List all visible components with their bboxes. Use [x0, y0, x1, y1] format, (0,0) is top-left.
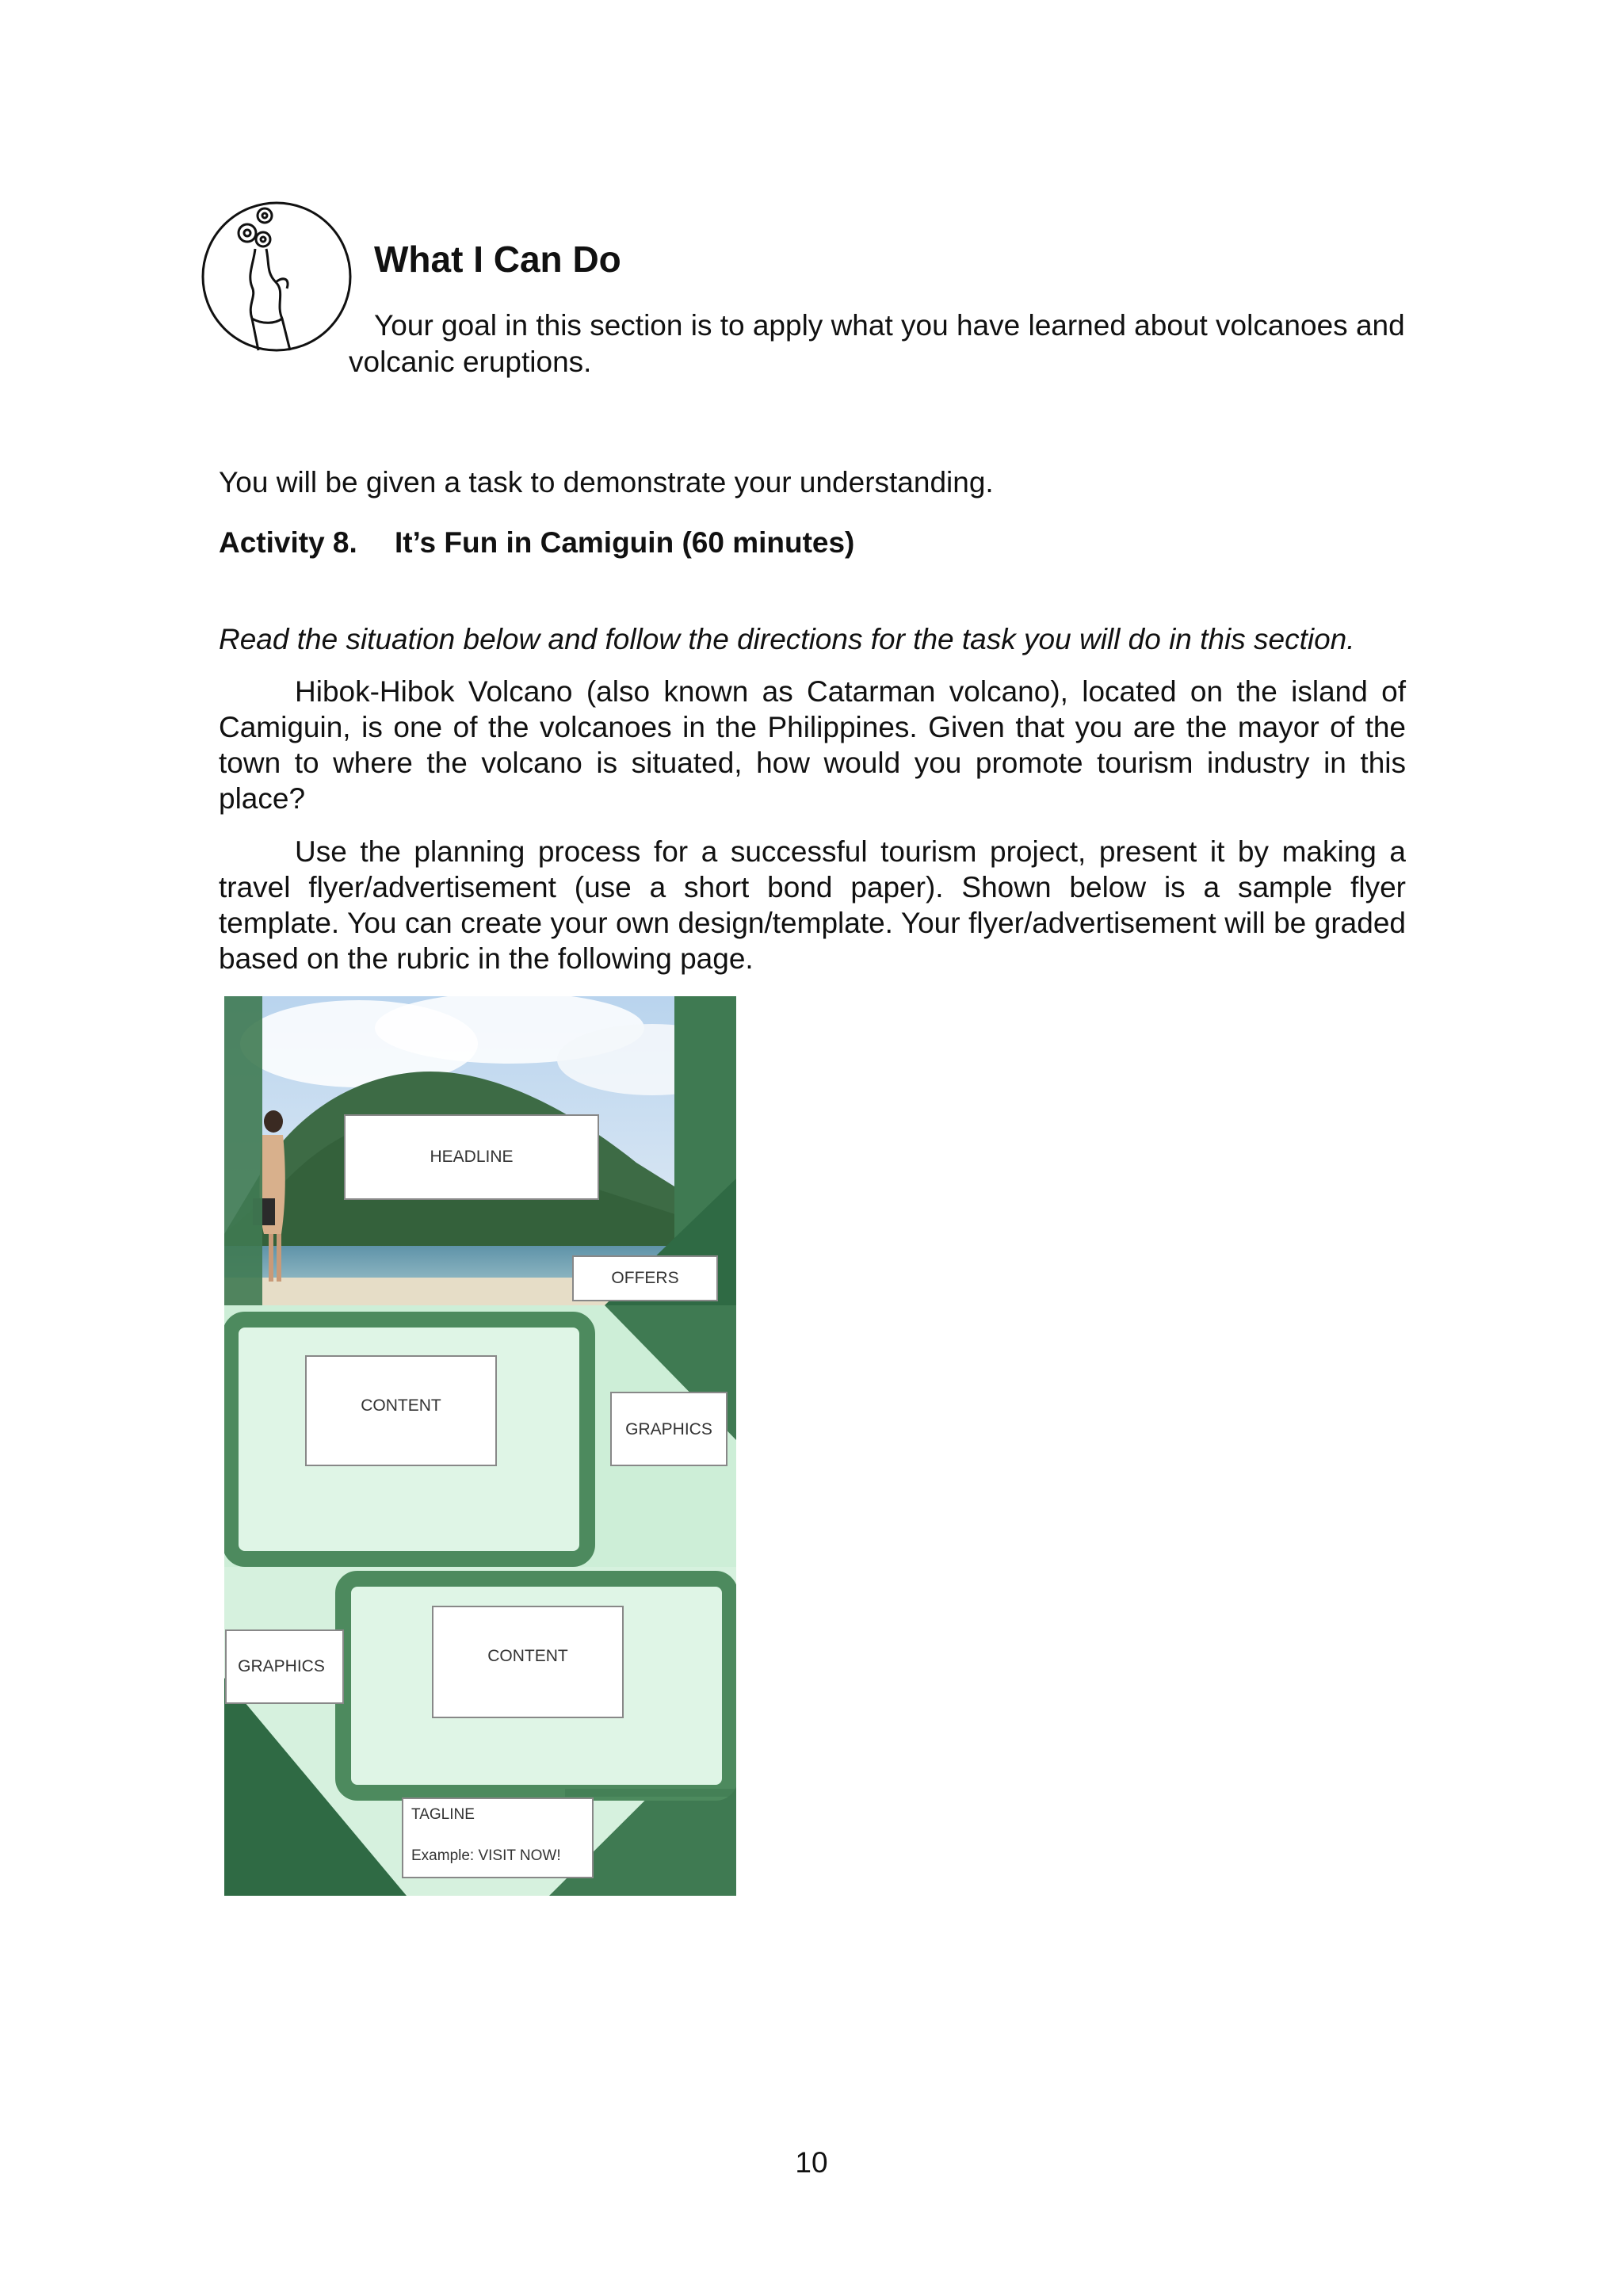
section-title: What I Can Do — [374, 239, 621, 280]
offers-label: OFFERS — [611, 1269, 679, 1287]
content-label-1: CONTENT — [361, 1396, 441, 1415]
paragraph-1-text: Hibok-Hibok Volcano (also known as Catarman volcano), located on the island of Camiguin, is one of the volcanoes in the Philippines. Given that you are the mayor of the town to where the volcano is situated, how would you promote tourism industry in this place? — [219, 675, 1406, 815]
activity-heading — [219, 526, 854, 560]
headline-box — [345, 1115, 598, 1199]
page-number: 10 — [795, 2146, 828, 2179]
graphics-label-2: GRAPHICS — [238, 1657, 325, 1675]
graphics-box-1 — [611, 1392, 727, 1465]
content-box-1 — [306, 1356, 496, 1465]
graphics-box-2 — [226, 1630, 343, 1703]
sample-flyer-template — [224, 996, 736, 1896]
content-label-2: CONTENT — [487, 1647, 568, 1665]
task-paragraph — [219, 834, 1406, 976]
content-box-2 — [433, 1606, 623, 1717]
activity-number: Activity 8. — [219, 526, 357, 559]
section-goal — [349, 308, 1442, 380]
hand-holding-gears-icon — [200, 200, 353, 353]
graphics-label-1: GRAPHICS — [625, 1420, 712, 1438]
paragraph-2-text: Use the planning process for a successful tourism project, present it by making a travel flyer/advertisement (use a short bond paper). Shown below is a sample flyer template. You can create your own design/template. Your flyer/advertisement will be graded based on the rubric in the following page. — [219, 835, 1406, 975]
goal-line-1: Your goal in this section is to apply what you have learned about volcanoes and — [374, 309, 1405, 342]
tagline-example: Example: VISIT NOW! — [411, 1847, 561, 1864]
intro-text: You will be given a task to demonstrate your understanding. — [219, 466, 994, 499]
tagline-label: TAGLINE — [411, 1806, 475, 1823]
tagline-box — [403, 1798, 593, 1878]
offers-box — [573, 1256, 717, 1301]
directions-text: Read the situation below and follow the directions for the task you will do in this section. — [219, 623, 1355, 655]
situation-paragraph — [219, 674, 1406, 816]
goal-line-2: volcanic eruptions. — [349, 346, 592, 378]
headline-label: HEADLINE — [430, 1148, 514, 1166]
activity-title: It’s Fun in Camiguin (60 minutes) — [395, 526, 855, 559]
